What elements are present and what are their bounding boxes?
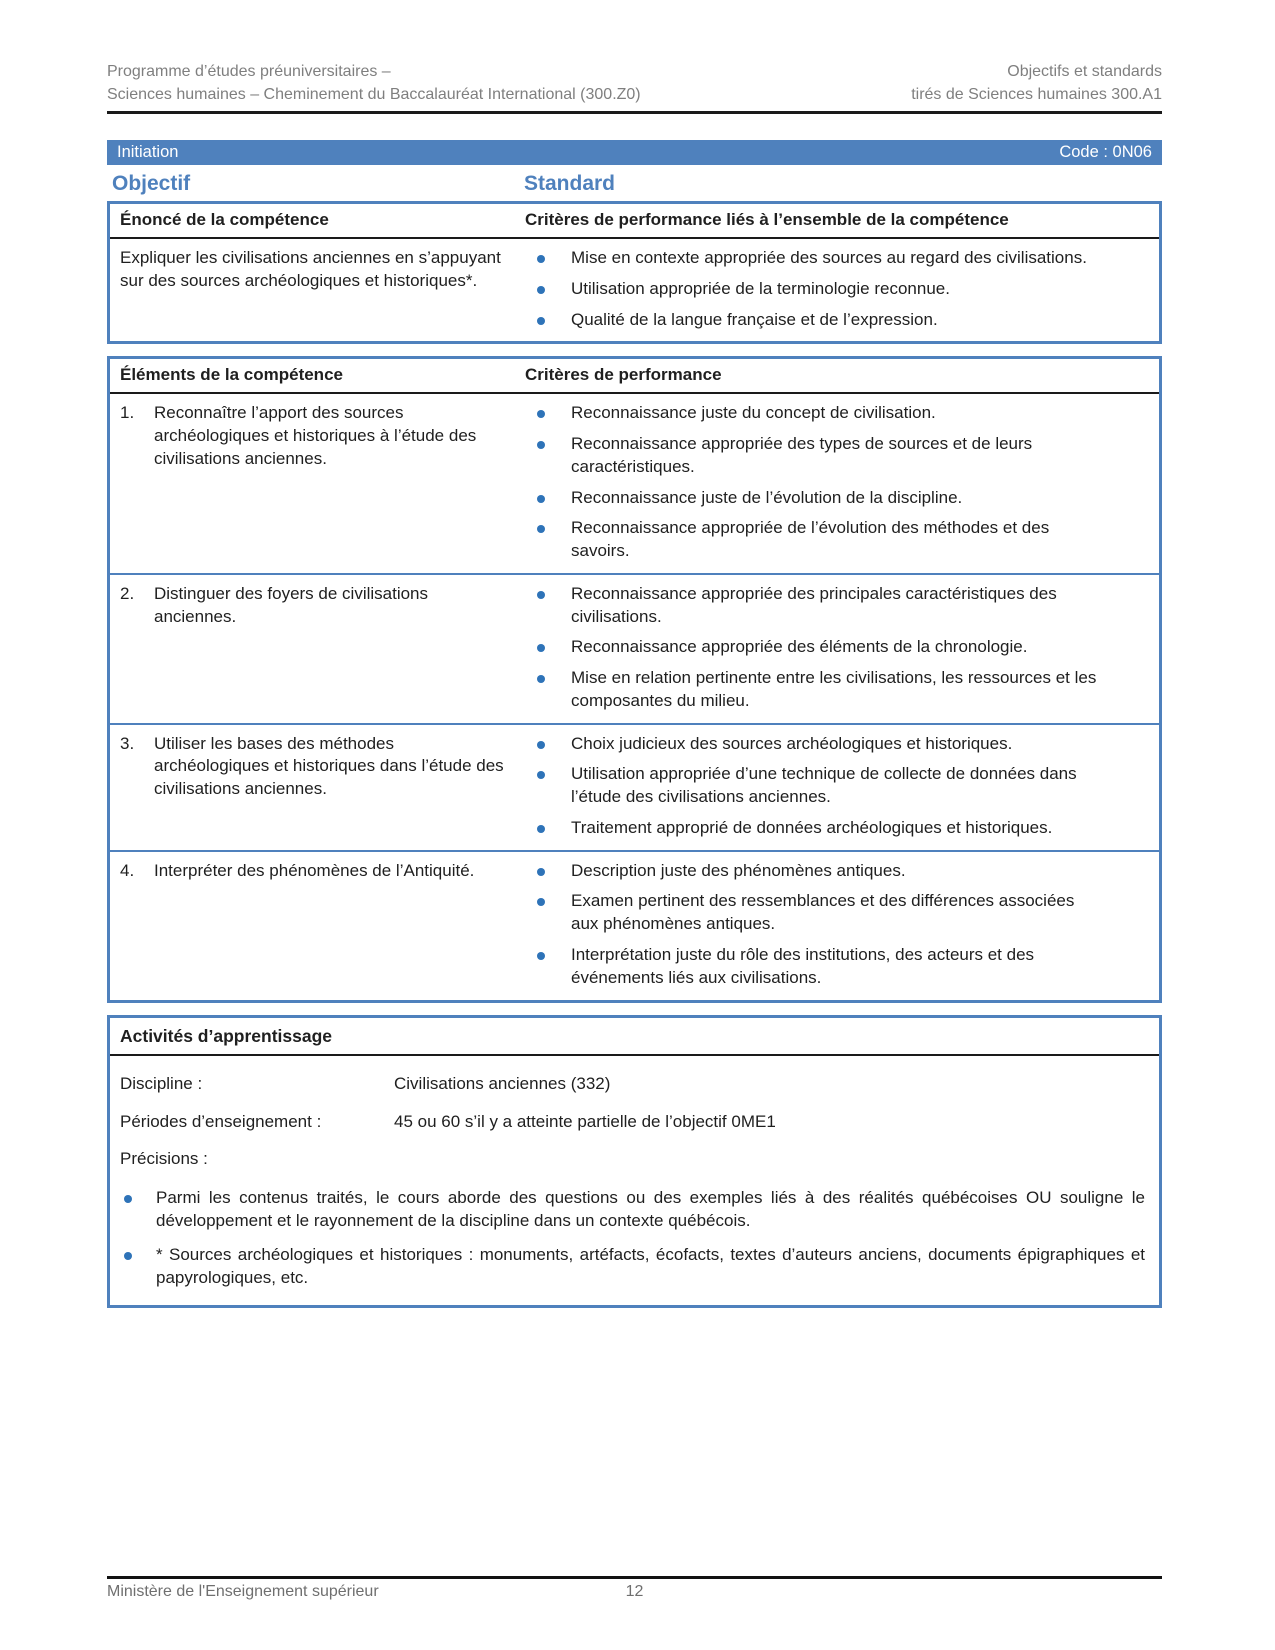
criteres-ensemble-header: Critères de performance liés à l’ensemble de la compétence	[525, 210, 1009, 230]
criterion-text: Description juste des phénomènes antiques.	[571, 860, 906, 880]
list-item	[525, 890, 1099, 936]
bullet-icon	[537, 868, 545, 876]
list-item	[525, 944, 1099, 990]
competence-statement: Expliquer les civilisations anciennes en s’appuyant sur des sources archéologiques et historiques*.	[120, 248, 501, 290]
list-item	[525, 763, 1099, 809]
criteria-list	[525, 402, 1099, 563]
precisions-row	[120, 1148, 1145, 1171]
activities-title: Activités d’apprentissage	[110, 1018, 1159, 1056]
header-right	[911, 60, 1162, 106]
discipline-row	[120, 1073, 1145, 1096]
page-header	[107, 0, 1162, 106]
footer-rule	[107, 1576, 1162, 1579]
header-rule	[107, 111, 1162, 114]
criteria-list	[525, 733, 1099, 840]
competence-table-body	[110, 239, 1159, 341]
list-item	[525, 636, 1099, 659]
list-item	[525, 860, 1099, 883]
bullet-icon	[537, 952, 545, 960]
periods-label: Périodes d’enseignement :	[120, 1111, 322, 1131]
bullet-icon	[537, 825, 545, 833]
bullet-icon	[537, 898, 545, 906]
precision-text: Parmi les contenus traités, le cours aborde des questions ou des exemples liés à des réalités québécoises OU souligne le développement et le rayonnement de la discipline dans un contexte québécois.	[156, 1188, 1145, 1231]
discipline-label: Discipline :	[120, 1073, 203, 1093]
criterion-text: Interprétation juste du rôle des institutions, des acteurs et des événements liés aux civilisations.	[571, 944, 1035, 987]
criterion-text: Traitement approprié de données archéologiques et historiques.	[571, 817, 1053, 837]
bullet-icon	[537, 644, 545, 652]
elements-table	[107, 356, 1162, 1002]
competence-table-header	[110, 204, 1159, 239]
discipline-value: Civilisations anciennes (332)	[394, 1073, 611, 1093]
criteria-list	[525, 583, 1099, 713]
list-item	[525, 487, 1099, 510]
list-item	[525, 278, 1099, 301]
bullet-icon	[537, 410, 545, 418]
bullet-icon	[124, 1195, 132, 1203]
competence-criteria-list	[525, 247, 1099, 331]
header-objectives-line2: tirés de Sciences humaines 300.A1	[911, 86, 1162, 104]
criterion-text: Reconnaissance appropriée des principales caractéristiques des civilisations.	[571, 583, 1057, 626]
precision-text: * Sources archéologiques et historiques : monuments, artéfacts, écofacts, textes d’auteurs anciens, documents épigraphiques et papyrologiques, etc.	[156, 1244, 1145, 1287]
page-number: 12	[625, 1583, 644, 1600]
criteria-list	[525, 860, 1099, 990]
element-text: Interpréter des phénomènes de l’Antiquité.	[154, 860, 475, 880]
bullet-icon	[537, 525, 545, 533]
table-row	[110, 394, 1159, 573]
element-text: Reconnaître l’apport des sources archéologiques et historiques à l’étude des civilisations anciennes.	[154, 403, 477, 468]
standard-title: Standard	[524, 172, 616, 196]
periods-value: 45 ou 60 s’il y a atteinte partielle de l’objectif 0ME1	[394, 1111, 776, 1131]
bullet-icon	[537, 771, 545, 779]
criterion-text: Examen pertinent des ressemblances et des différences associées aux phénomènes antiques.	[571, 891, 1075, 934]
header-program-line1: Programme d’études préuniversitaires –	[107, 63, 391, 80]
criteres-header: Critères de performance	[525, 365, 722, 385]
footer-ministry: Ministère de l'Enseignement supérieur	[107, 1583, 379, 1600]
list-item	[525, 667, 1099, 713]
table-row	[110, 850, 1159, 1000]
banner-code: Code : 0N06	[1059, 143, 1152, 162]
criterion-text: Mise en relation pertinente entre les civilisations, les ressources et les composantes du milieu.	[571, 668, 1097, 710]
activities-box	[107, 1015, 1162, 1309]
criterion-text: Utilisation appropriée de la terminologie reconnue.	[571, 278, 950, 298]
list-item	[525, 433, 1099, 479]
bullet-icon	[537, 317, 545, 325]
criterion-text: Reconnaissance juste de l’évolution de la discipline.	[571, 487, 963, 507]
competence-table	[107, 201, 1162, 344]
objectif-title: Objectif	[112, 172, 191, 196]
bullet-icon	[537, 286, 545, 294]
header-program-line2: Sciences humaines – Cheminement du Baccalauréat International (300.Z0)	[107, 86, 641, 104]
list-item	[525, 733, 1099, 756]
list-item	[525, 402, 1099, 425]
list-item	[525, 583, 1099, 629]
bullet-icon	[537, 675, 545, 683]
precisions-list	[120, 1187, 1145, 1289]
column-titles	[107, 172, 1162, 196]
table-row	[110, 573, 1159, 723]
criterion-text: Utilisation appropriée d’une technique de collecte de données dans l’étude des civilisations anciennes.	[571, 764, 1077, 807]
list-item	[525, 247, 1099, 270]
header-left	[107, 60, 641, 106]
bullet-icon	[537, 441, 545, 449]
page-footer	[107, 1576, 1162, 1601]
section-banner	[107, 140, 1162, 165]
header-objectives-line1: Objectifs et standards	[1007, 63, 1162, 80]
list-item	[120, 1187, 1145, 1233]
element-text: Utiliser les bases des méthodes archéologiques et historiques dans l’étude des civilisations anciennes.	[154, 733, 504, 799]
bullet-icon	[124, 1252, 132, 1260]
criterion-text: Reconnaissance appropriée des types de sources et de leurs caractéristiques.	[571, 433, 1033, 476]
criterion-text: Choix judicieux des sources archéologiques et historiques.	[571, 733, 1013, 753]
element-number: 3.	[120, 733, 135, 753]
criterion-text: Qualité de la langue française et de l’expression.	[571, 309, 938, 329]
enonce-header: Énoncé de la compétence	[120, 210, 329, 230]
criterion-text: Reconnaissance appropriée de l’évolution des méthodes et des savoirs.	[571, 518, 1050, 561]
periods-row	[120, 1111, 1145, 1134]
bullet-icon	[537, 591, 545, 599]
list-item	[120, 1244, 1145, 1290]
list-item	[525, 309, 1099, 332]
bullet-icon	[537, 495, 545, 503]
element-number: 4.	[120, 860, 135, 880]
list-item	[525, 817, 1099, 840]
element-number: 2.	[120, 583, 135, 603]
element-text: Distinguer des foyers de civilisations anciennes.	[154, 583, 429, 626]
element-number: 1.	[120, 403, 135, 423]
table-row	[110, 723, 1159, 850]
criterion-text: Reconnaissance appropriée des éléments de la chronologie.	[571, 637, 1028, 657]
elements-header: Éléments de la compétence	[120, 365, 343, 385]
precisions-label: Précisions :	[120, 1149, 208, 1169]
bullet-icon	[537, 741, 545, 749]
banner-title: Initiation	[117, 143, 179, 162]
criterion-text: Mise en contexte appropriée des sources au regard des civilisations.	[571, 248, 1087, 268]
criterion-text: Reconnaissance juste du concept de civilisation.	[571, 403, 936, 423]
list-item	[525, 517, 1099, 563]
elements-table-header	[110, 359, 1159, 394]
bullet-icon	[537, 255, 545, 263]
